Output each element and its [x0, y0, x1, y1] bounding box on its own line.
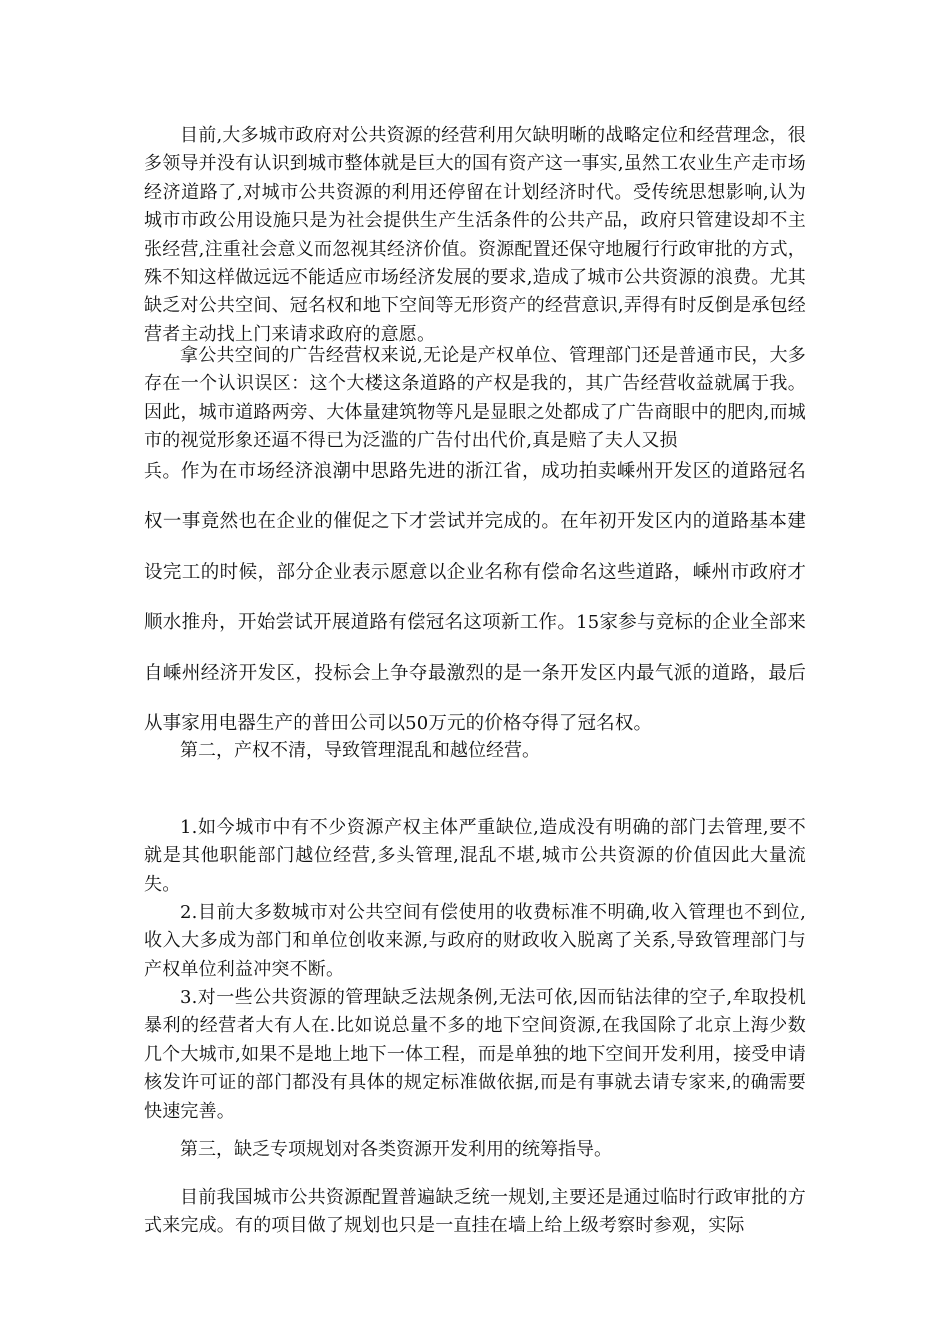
paragraph-3-number-2: 50 — [405, 713, 429, 735]
paragraph-3-text-b: 家参与竞标的企业全部来自嵊州经济开发区，投标会上争夺最激烈的是一条开发区内最气派的道路，最后从事家用电器生产的普田公司以 — [144, 612, 807, 735]
list-item-1: 1.如今城市中有不少资源产权主体严重缺位,造成没有明确的部门去管理,要不就是其他职能部门越位经营,多头管理,混乱不堪,城市公共资源的价值因此大量流失。 — [144, 817, 806, 895]
section-heading-2: 第二，产权不清，导致管理混乱和越位经营。 — [180, 740, 540, 761]
paragraph-3-number-1: 15 — [576, 612, 600, 634]
list-item-2: 2.目前大多数城市对公共空间有偿使用的收费标准不明确,收入管理也不到位,收入大多成为部门和单位创收来源,与政府的财政收入脱离了关系,导致管理部门与产权单位利益冲突不断。 — [144, 902, 806, 980]
paragraph-3 — [144, 447, 806, 749]
paragraph-1: 目前,大多城市政府对公共资源的经营利用欠缺明晰的战略定位和经营理念，很多领导并没有认识到城市整体就是巨大的国有资产这一事实,虽然工农业生产走市场经济道路了,对城市公共资源的利用还停留在计划经济时代。受传统思想影响,认为城市市政公用设施只是为社会提供生产生活条件的公共产品，政府只管建设却不主张经营,注重社会意义而忽视其经济价值。资源配置还保守地履行行政审批的方式，殊不知这样做远远不能适应市场经济发展的要求,造成了城市公共资源的浪费。尤其缺乏对公共空间、冠名权和地下空间等无形资产的经营意识,弄得有时反倒是承包经营者主动找上门来请求政府的意愿。 — [144, 125, 806, 345]
paragraph-2: 拿公共空间的广告经营权来说,无论是产权单位、管理部门还是普通市民，大多存在一个认识误区：这个大楼这条道路的产权是我的，其广告经营收益就属于我。因此，城市道路两旁、大体量建筑物等凡是显眼之处都成了广告商眼中的肥肉,而城市的视觉形象还逼不得已为泛滥的广告付出代价,真是赔了夫人又损 — [144, 345, 806, 452]
paragraph-3-start: 兵。 — [144, 461, 181, 482]
paragraph-3-text-c: 万元的价格夺得了冠名权。 — [428, 713, 653, 735]
section-heading-3: 第三，缺乏专项规划对各类资源开发利用的统筹指导。 — [180, 1139, 612, 1160]
list-item-3: 3.对一些公共资源的管理缺乏法规条例,无法可依,因而钻法律的空子,牟取投机暴利的经营者大有人在.比如说总量不多的地下空间资源,在我国除了北京上海少数几个大城市,如果不是地上地下一体工程，而是单独的地下空间开发利用，接受申请核发许可证的部门都没有具体的规定标准做依据,而是有事就去请专家来,的确需要快速完善。 — [144, 987, 806, 1122]
paragraph-3-text: 作为在市场经济浪潮中思路先进的浙江省，成功拍卖嵊州开发区的道路冠名权一事竟然也在企业的催促之下才尝试并完成的。在年初开发区内的道路基本建设完工的时候，部分企业表示愿意以企业名称有偿命名这些道路，嵊州市政府才顺水推舟，开始尝试开展道路有偿冠名这项新工作。 — [144, 461, 806, 634]
paragraph-4: 目前我国城市公共资源配置普遍缺乏统一规划,主要还是通过临时行政审批的方式来完成。有的项目做了规划也只是一直挂在墙上给上级考察时参观，实际 — [144, 1187, 806, 1237]
